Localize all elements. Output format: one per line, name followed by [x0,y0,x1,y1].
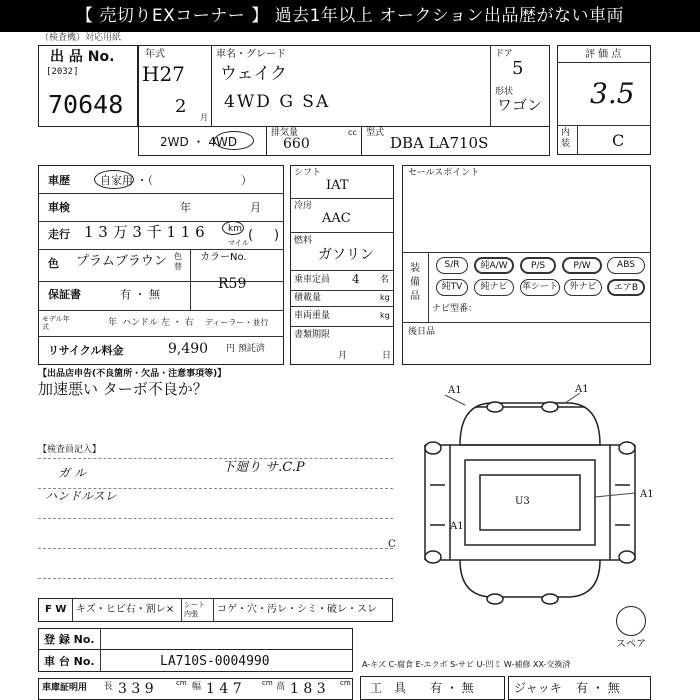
mileage-unit: km [228,224,242,234]
fuel-label: 燃料 [294,236,313,246]
width-unit: cm [262,679,273,687]
length-unit: cm [176,679,187,687]
model-year-label: モデル年式 [42,315,70,331]
lot-sub: [2032] [46,67,79,77]
seat-options: コゲ・穴・汚レ・シミ・破レ・スレ [217,604,377,615]
shaken-year: 年 [180,201,191,214]
mileage-label: 走行 [48,228,70,241]
capacity-unit: 名 [380,275,390,285]
km-circle [222,221,244,235]
warranty-label: 保証書 [48,288,81,301]
navi-label: ナビ型番： [432,304,478,314]
model-value: DBA LA710S [390,134,489,152]
load-label: 積載量 [294,293,322,303]
jack-label: ジャッキ [514,681,562,695]
shift-label: シフト [294,168,322,178]
fw-label: F W [45,604,67,615]
month-unit: 月 [200,113,208,122]
recycle-unit: 円 預託済 [226,344,265,354]
mileage-mile: マイル [228,239,249,247]
jack-value: 有 ・ 無 [576,681,620,695]
year-label: 年式 [145,49,165,60]
expiry-day: 日 [382,351,392,361]
tools-value: 有 ・ 無 [430,681,474,695]
damage-mark-left-rear: A1 [450,521,464,532]
spare-label: スペア [616,639,646,650]
length-label: 長 [104,682,114,692]
equip-navi: 純ナビ [474,279,514,296]
aircon-value: AAC [322,211,351,226]
height-label: 高 [276,682,286,692]
car-damage-diagram [405,385,655,615]
score-value: 3.5 [590,77,635,110]
capacity-label: 乗車定員 [294,275,331,285]
equip-label: 装備品 [410,263,420,302]
year-value: H27 [142,62,185,86]
chassis-label: 車 台 No. [44,655,95,668]
colorno-value: R59 [218,276,247,292]
damage-mark-left: C [388,539,396,550]
drive-circle [214,131,254,150]
score-divider [557,62,651,63]
history-circle [94,170,134,189]
width-label: 幅 [192,682,202,692]
equip-airbag: エアB [607,279,645,296]
door-label: ドア [495,49,513,59]
door-divider [490,45,491,127]
fw-options: キズ・ヒビ右・割レ× [76,604,175,615]
sales-label: セールスポイント [408,168,480,178]
handle-label: ハンドル 左 ・ 右 [122,318,194,328]
tools-label: 工 具 [370,681,407,695]
month-value: 2 [175,96,187,117]
interior-divider [557,125,651,126]
interior-value: C [612,131,625,150]
color-label: 色 [48,257,59,270]
notes-handwritten: 加速悪い ターボ不良か？ [38,380,208,398]
page-banner: 【 売切りEXコーナー 】 過去1年以上 オークション出品歴がない車両 [0,0,700,32]
damage-mark-right-side: A1 [640,489,654,500]
inspector-label: 【検査員記入】 [38,445,102,455]
color-change: 色替 [174,252,182,271]
recycle-value: 9,490 [168,341,209,357]
equip-ext-navi: 外ナビ [564,279,602,296]
aircon-label: 冷房 [294,201,313,211]
name-label: 車名・グレード [216,49,286,60]
length-value: 3 3 9 [118,681,154,697]
notes-title: 【出品店申告(不良箇所・欠品・注意事項等)】 [38,369,227,379]
inspector-note-1: ガ ル [58,466,86,480]
colorno-label: カラーNo. [200,252,247,263]
damage-legend: A-キズ C-腐食 E-エクボ S-サビ U-凹ミ W-補修 XX-交換済 [362,660,571,669]
equip-pw: P/W [562,257,602,274]
spare-tire-icon [616,606,646,636]
cert-label: 車庫証明用 [42,683,88,693]
equip-alloy: 純A/W [474,257,514,274]
inspector-note-3: 下廻り サ.C.P [222,460,305,475]
interior-label: 内装 [561,128,571,149]
equip-abs: ABS [607,257,645,274]
recycle-label: リサイクル料金 [48,344,124,357]
shape-label: 形状 [495,87,514,97]
displacement-unit: cc [348,128,357,137]
shift-value: IAT [326,178,349,193]
lot-label: 出 品 No. [50,49,115,65]
form-type-label: （検査機）対応用紙 [40,33,122,43]
model-year-unit: 年 [108,318,118,328]
expiry-label: 書類期限 [294,330,331,340]
chassis-value: LA710S-0004990 [160,654,270,669]
height-value: 1 8 3 [290,681,326,697]
damage-mark-front-right: A1 [575,384,589,395]
fuel-value: ガソリン [318,247,374,263]
drive-value: 2WD ・ 4WD [160,135,238,149]
model-label: 型式 [366,128,385,138]
width-value: 1 4 7 [206,681,242,697]
car-name: ウェイク [220,64,287,84]
history-label: 車歴 [48,174,70,187]
reg-label: 登 録 No. [44,633,95,646]
warranty-value: 有 ・ 無 [120,288,160,301]
history-value: 自家用 ・（ ） [100,174,252,187]
shaken-month: 月 [250,201,261,214]
later-label: 後日品 [408,327,436,337]
shape-value: ワゴン [497,96,543,114]
shaken-label: 車検 [48,201,70,214]
interior-vdivider [577,125,578,155]
damage-mark-roof: U3 [515,496,530,507]
equip-leather: 革シート [520,279,560,296]
car-grade: 4WD G SA [224,92,331,112]
equip-sr: S/R [436,257,468,274]
height-unit: cm [340,679,351,687]
door-value: 5 [512,58,524,79]
inspector-note-2: ハンドルスレ [45,489,117,503]
lot-number: 70648 [48,90,124,119]
damage-mark-front-left: A1 [448,385,462,396]
seat-label: シート内張 [184,601,205,618]
color-value: プラムブラウン [76,254,167,269]
weight-label: 車両重量 [294,311,331,321]
equip-tv: 純TV [436,279,468,296]
score-label: 評 価 点 [585,49,622,60]
capacity-value: 4 [352,272,360,286]
displacement-label: 排気量 [271,128,299,138]
weight-unit: kg [380,311,390,320]
mileage-value: 1 3 万 3 千 1 1 6 [84,223,205,241]
expiry-month: 月 [338,351,348,361]
equip-ps: P/S [520,257,556,274]
load-unit: kg [380,293,390,302]
dealer-label: ディーラー・並行 [205,318,269,327]
displacement-value: 660 [283,136,310,152]
